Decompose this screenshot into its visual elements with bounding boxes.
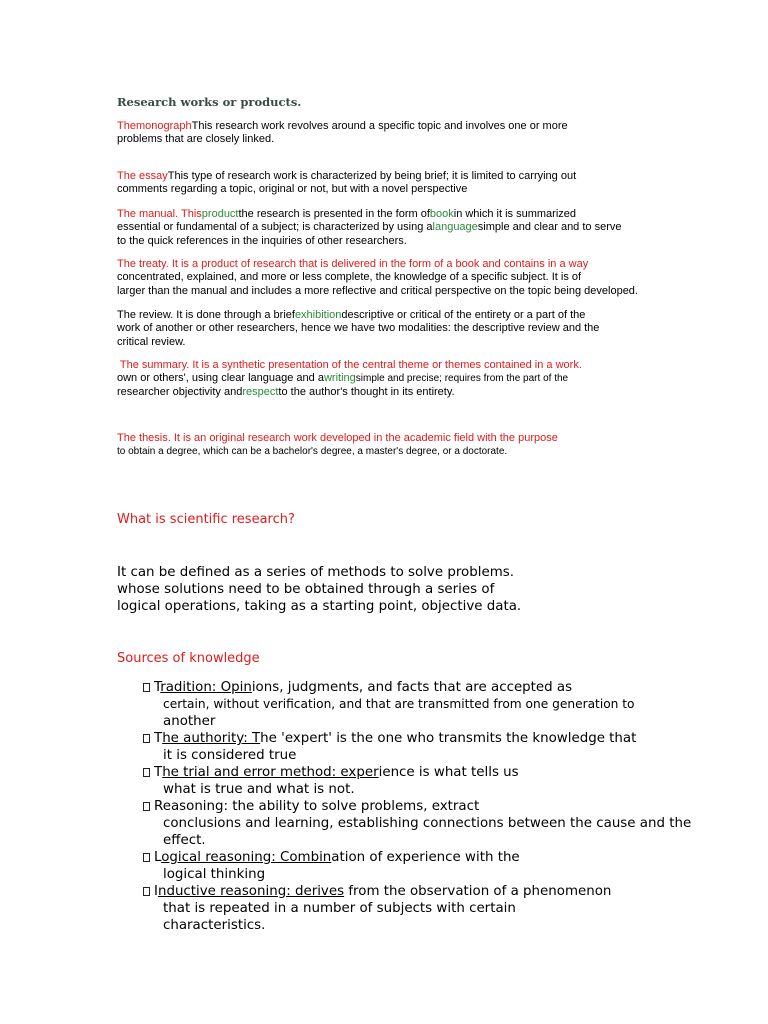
essay-text-1: This type of research work is characterized by being brief; it is limited to carrying out: [167, 170, 577, 182]
item-text-post: ation of experience with the: [331, 850, 520, 865]
list-item: [143, 679, 691, 730]
review-text-3: critical review.: [117, 335, 186, 348]
manual-text-3: to the quick references in the inquiries of other researchers.: [117, 234, 407, 247]
review-text-1a: The review. It is done through a brief: [117, 309, 295, 321]
item-continuation-1: that is repeated in a number of subjects with certain: [163, 901, 516, 916]
manual-text-2a: essential or fundamental of a subject; is characterized by using a: [117, 221, 433, 234]
item-text-underlined: nductive reasoning: derives: [157, 884, 345, 899]
paragraph-essay: [117, 170, 576, 197]
list-item: [143, 798, 691, 849]
item-continuation-1: logical thinking: [163, 867, 266, 882]
manual-text-2b: simple and clear and to serve: [477, 221, 622, 234]
item-text-pre: Reasoning: the ability to solve problems, extract: [154, 799, 480, 814]
review-text-2: work of another or other researchers, hence we have two modalities: the descriptive review and the: [117, 322, 600, 335]
item-continuation-2: effect.: [163, 833, 206, 848]
manual-text-1a: the research is presented in the form of: [238, 208, 430, 220]
page-title: Research works or products.: [117, 95, 302, 109]
list-item: [143, 764, 691, 798]
thesis-text-1: The thesis. It is an original research work developed in the academic field with the purpose: [117, 432, 558, 444]
scientific-definition: [117, 564, 521, 615]
checkbox-glyph-icon: [143, 887, 150, 896]
scientific-text-1: It can be defined as a series of methods to solve problems.: [117, 565, 514, 580]
review-link-exhibition[interactable]: exhibition: [294, 309, 342, 321]
item-text-post: he 'expert' is the one who transmits the knowledge that: [260, 731, 637, 746]
item-text-underlined: he authority: T: [162, 731, 261, 746]
item-text-pre: L: [154, 850, 162, 865]
thesis-text-2: to obtain a degree, which can be a bachelor's degree, a master's degree, or a doctorate.: [117, 446, 508, 458]
checkbox-glyph-icon: [143, 853, 150, 862]
item-text-post: from the observation of a phenomenon: [344, 884, 612, 899]
item-continuation-1: what is true and what is not.: [163, 782, 355, 797]
list-item: [143, 849, 691, 883]
treaty-text-2: concentrated, explained, and more or less complete, the knowledge of a specific subject. It is of: [117, 271, 582, 284]
item-text-pre: T: [154, 680, 161, 695]
item-continuation-2: another: [163, 714, 216, 729]
item-text-underlined: radition: Opin: [160, 680, 252, 695]
scientific-text-2: whose solutions need to be obtained through a series of: [117, 582, 495, 597]
scientific-text-3: logical operations, taking as a starting point, objective data.: [117, 599, 522, 614]
sources-heading: Sources of knowledge: [117, 651, 260, 666]
summary-text-2a: own or others', using clear language and a: [117, 372, 324, 385]
manual-link-book[interactable]: book: [429, 208, 454, 220]
item-text-underlined: he trial and error method: exper: [162, 765, 379, 780]
item-text-pre: T: [154, 731, 163, 746]
item-text-pre: T: [154, 765, 163, 780]
paragraph-summary: [117, 359, 582, 399]
item-continuation-2: characteristics.: [163, 918, 266, 933]
manual-link-product[interactable]: product: [201, 208, 239, 220]
item-text-post: ions, judgments, and facts that are accepted as: [251, 680, 573, 695]
manual-text-1b: in which it is summarized: [453, 208, 577, 220]
list-item: [143, 883, 691, 934]
item-continuation-1: it is considered true: [163, 748, 297, 763]
manual-label: The manual. This: [117, 208, 202, 220]
checkbox-glyph-icon: [143, 768, 150, 777]
summary-link-writing[interactable]: writing: [323, 372, 356, 385]
item-text-underlined: ogical reasoning: Combin: [161, 850, 332, 865]
paragraph-monograph: [117, 120, 568, 147]
item-text-post: ience is what tells us: [378, 765, 519, 780]
review-text-1b: descriptive or critical of the entirety or a part of the: [341, 309, 586, 321]
treaty-text-1: The treaty. It is a product of research that is delivered in the form of a book and contains in a way: [117, 258, 589, 270]
paragraph-review: [117, 309, 599, 349]
item-continuation-1: certain, without verification, and that are transmitted from one generation to: [163, 697, 635, 711]
checkbox-glyph-icon: [143, 734, 150, 743]
checkbox-glyph-icon: [143, 802, 150, 811]
item-text-pre: I: [154, 884, 158, 899]
essay-text-2: comments regarding a topic, original or not, but with a novel perspective: [117, 183, 468, 196]
summary-link-respect[interactable]: respect: [242, 385, 279, 398]
essay-label: The essay: [117, 170, 168, 182]
monograph-label: Themonograph: [117, 120, 192, 132]
summary-text-2b: simple and precise; requires from the part of the: [355, 373, 569, 385]
checkbox-glyph-icon: [143, 683, 150, 692]
paragraph-treaty: [117, 258, 638, 298]
summary-text-3a: researcher objectivity and: [117, 385, 243, 398]
paragraph-manual: [117, 208, 621, 248]
item-continuation-1: conclusions and learning, establishing connections between the cause and the: [163, 816, 692, 831]
summary-text-1: The summary. It is a synthetic presentation of the central theme or themes contained in a work.: [117, 359, 582, 371]
scientific-heading: What is scientific research?: [117, 512, 295, 527]
manual-link-language[interactable]: language: [432, 221, 478, 234]
summary-text-3b: to the author's thought in its entirety.: [278, 385, 455, 398]
sources-list: [143, 679, 691, 934]
list-item: [143, 730, 691, 764]
monograph-text-1: This research work revolves around a specific topic and involves one or more: [191, 120, 568, 132]
paragraph-thesis: [117, 432, 558, 459]
monograph-text-2: problems that are closely linked.: [117, 133, 275, 146]
treaty-text-3: larger than the manual and includes a more reflective and critical perspective on the topic being developed.: [117, 284, 638, 297]
